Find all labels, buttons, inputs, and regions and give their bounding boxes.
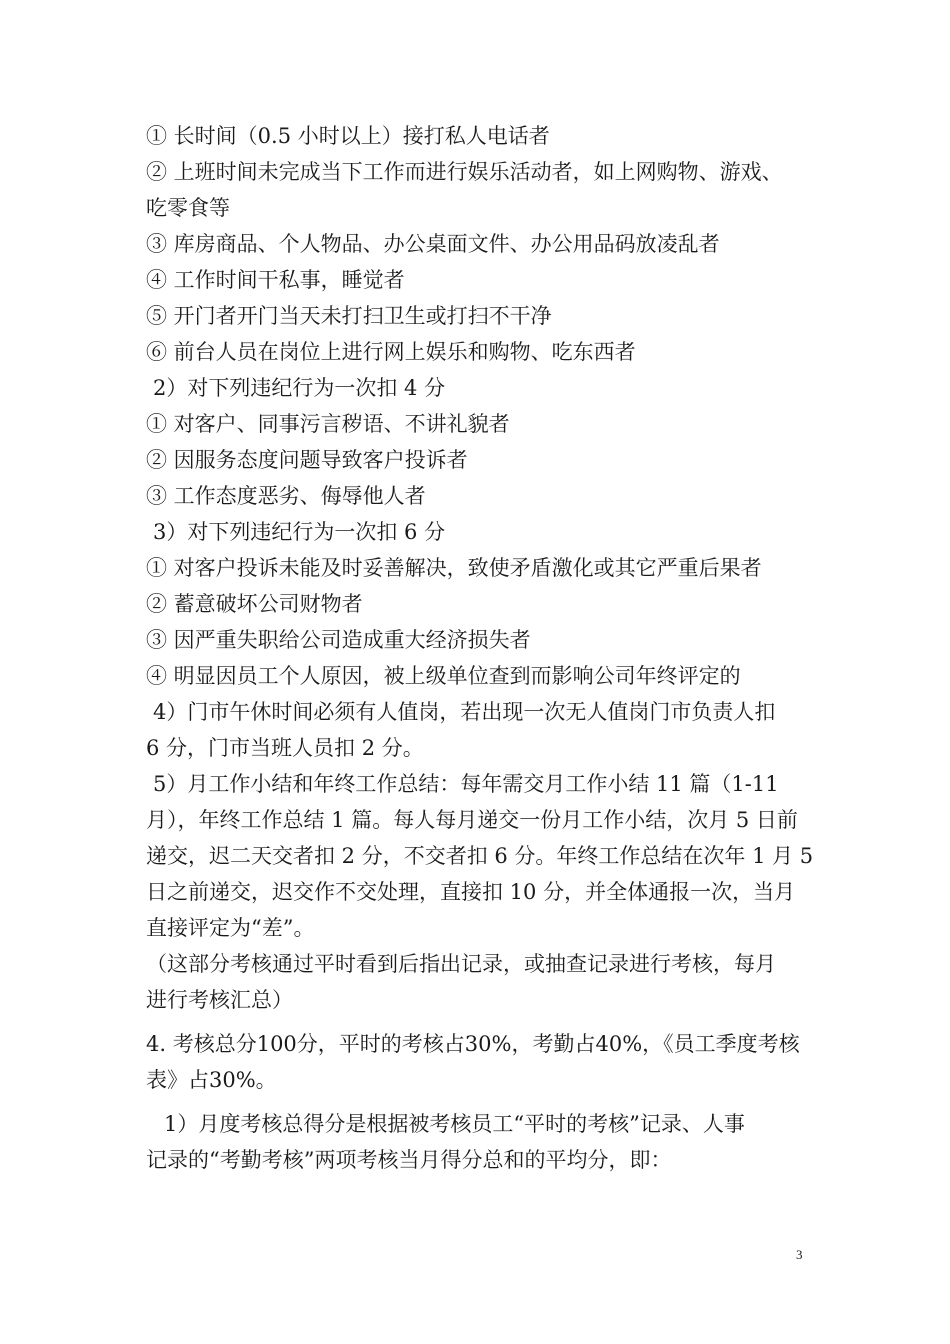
text-line: 吃零食等 [146,196,230,220]
text-line: 直接评定为“差”。 [146,916,315,940]
text-line: 日之前递交，迟交作不交处理，直接扣 10 分，并全体通报一次，当月 [146,880,796,904]
text-line: ② 蓄意破坏公司财物者 [146,592,363,616]
text-line: ① 长时间（0.5 小时以上）接打私人电话者 [146,124,550,148]
text-line: ① 对客户、同事污言秽语、不讲礼貌者 [146,412,510,436]
text-line: 进行考核汇总） [146,988,293,1012]
text-line: 表》占30%。 [146,1068,277,1092]
text-line: 4. 考核总分100分，平时的考核占30%，考勤占40%，《员工季度考核 [146,1032,800,1056]
text-line: 递交，迟二天交者扣 2 分，不交者扣 6 分。年终工作总结在次年 1 月 5 [146,844,814,868]
text-line: ④ 明显因员工个人原因，被上级单位查到而影响公司年终评定的 [146,664,741,688]
text-line: ② 因服务态度问题导致客户投诉者 [146,448,468,472]
text-line: ⑥ 前台人员在岗位上进行网上娱乐和购物、吃东西者 [146,340,636,364]
text-line: ④ 工作时间干私事，睡觉者 [146,268,405,292]
text-line: （这部分考核通过平时看到后指出记录，或抽查记录进行考核，每月 [146,952,776,976]
section-heading: 4）门市午休时间必须有人值岗，若出现一次无人值岗门市负责人扣 [153,700,776,724]
text-line: 1）月度考核总得分是根据被考核员工“平时的考核”记录、人事 [164,1112,745,1136]
text-line: ③ 库房商品、个人物品、办公桌面文件、办公用品码放凌乱者 [146,232,720,256]
text-line: ② 上班时间未完成当下工作而进行娱乐活动者，如上网购物、游戏、 [146,160,783,184]
text-line: 月），年终工作总结 1 篇。每人每月递交一份月工作小结，次月 5 日前 [146,808,798,832]
body-text [146,118,816,1178]
text-line: ③ 工作态度恶劣、侮辱他人者 [146,484,426,508]
text-line: ③ 因严重失职给公司造成重大经济损失者 [146,628,531,652]
section-heading: 2）对下列违纪行为一次扣 4 分 [153,376,446,400]
page-number: 3 [796,1247,803,1262]
section-heading: 3）对下列违纪行为一次扣 6 分 [153,520,446,544]
section-heading: 5）月工作小结和年终工作总结：每年需交月工作小结 11 篇（1-11 [153,772,779,796]
text-line: 6 分，门市当班人员扣 2 分。 [146,736,424,760]
text-line: ⑤ 开门者开门当天未打扫卫生或打扫不干净 [146,304,552,328]
text-line: 记录的“考勤考核”两项考核当月得分总和的平均分，即： [146,1148,672,1172]
text-line: ① 对客户投诉未能及时妥善解决，致使矛盾激化或其它严重后果者 [146,556,762,580]
